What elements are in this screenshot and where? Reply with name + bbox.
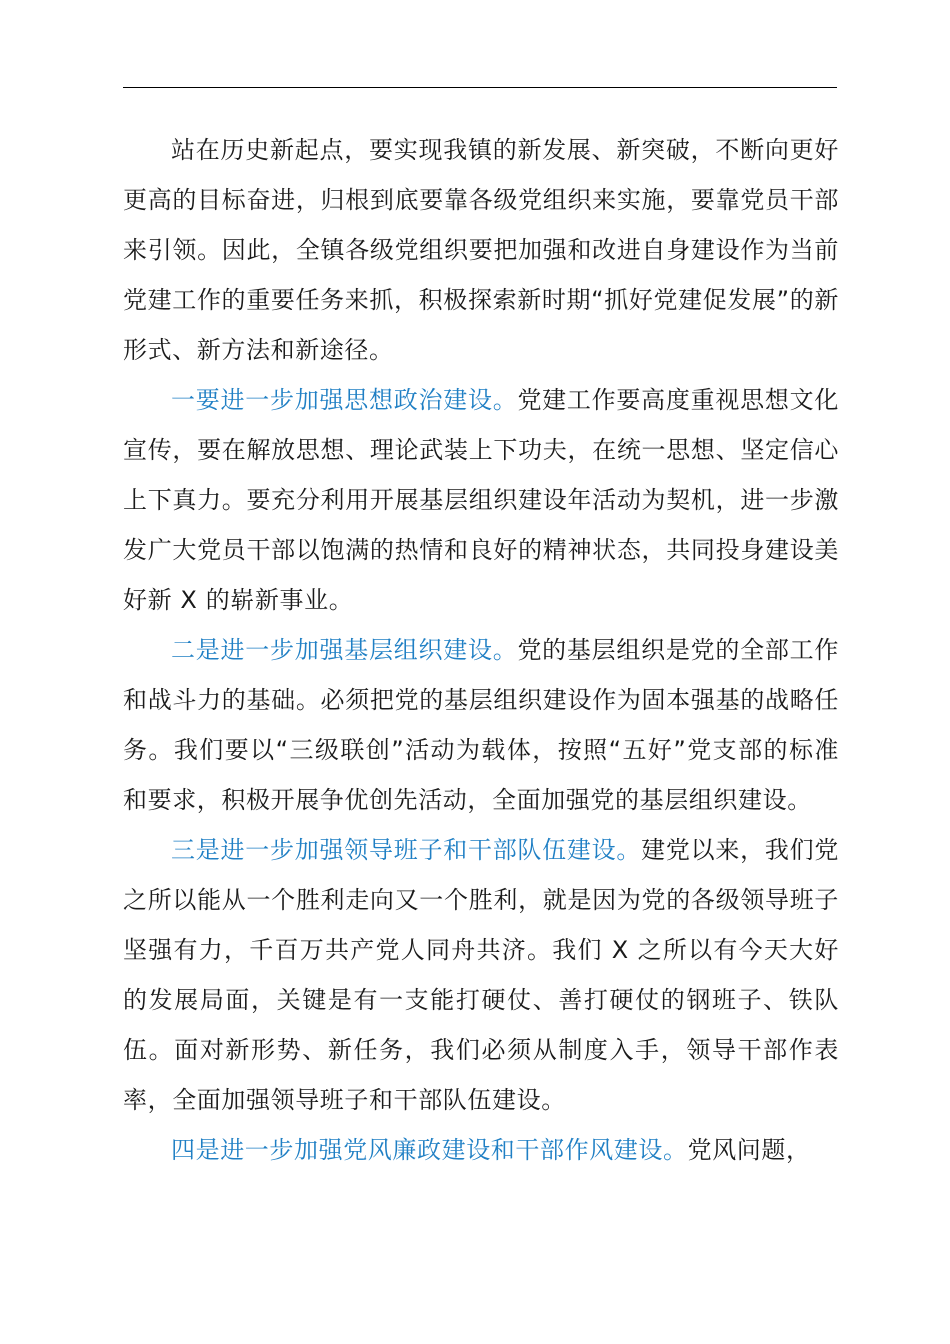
- paragraph-heading: 四是进一步加强党风廉政建设和干部作风建设。: [171, 1136, 688, 1164]
- paragraph-heading: 一要进一步加强思想政治建设。: [171, 386, 518, 414]
- document-body: [123, 125, 839, 1175]
- header-rule: [123, 87, 837, 88]
- paragraph-text: 建党以来，我们党之所以能从一个胜利走向又一个胜利，就是因为党的各级领导班子坚强有力，千百万共产党人同舟共济。我们 X 之所以有今天大好的发展局面，关键是有一支能打硬仗、善打硬仗的钢班子、铁队伍。面对新形势、新任务，我们必须从制度入手，领导干部作表率，全面加强领导班子和干部队伍建设。: [123, 836, 839, 1114]
- paragraph-3: [123, 825, 839, 1125]
- paragraph-text: 党的基层组织是党的全部工作和战斗力的基础。必须把党的基层组织建设作为固本强基的战略任务。我们要以“三级联创”活动为载体，按照“五好”党支部的标准和要求，积极开展争优创先活动，全面加强党的基层组织建设。: [123, 636, 839, 814]
- paragraph-1: [123, 375, 839, 625]
- paragraph-4: [123, 1125, 839, 1175]
- paragraph-2: [123, 625, 839, 825]
- paragraph-heading: 二是进一步加强基层组织建设。: [171, 636, 518, 664]
- paragraph-intro: [123, 125, 839, 375]
- paragraph-text: 党建工作要高度重视思想文化宣传，要在解放思想、理论武装上下功夫，在统一思想、坚定信心上下真力。要充分利用开展基层组织建设年活动为契机，进一步激发广大党员干部以饱满的热情和良好的精神状态，共同投身建设美好新 X 的崭新事业。: [123, 386, 839, 614]
- paragraph-text: 党风问题，: [687, 1136, 811, 1164]
- paragraph-text: 站在历史新起点，要实现我镇的新发展、新突破，不断向更好更高的目标奋进，归根到底要靠各级党组织来实施，要靠党员干部来引领。因此，全镇各级党组织要把加强和改进自身建设作为当前党建工作的重要任务来抓，积极探索新时期“抓好党建促发展”的新形式、新方法和新途径。: [123, 136, 839, 364]
- paragraph-heading: 三是进一步加强领导班子和干部队伍建设。: [171, 836, 642, 864]
